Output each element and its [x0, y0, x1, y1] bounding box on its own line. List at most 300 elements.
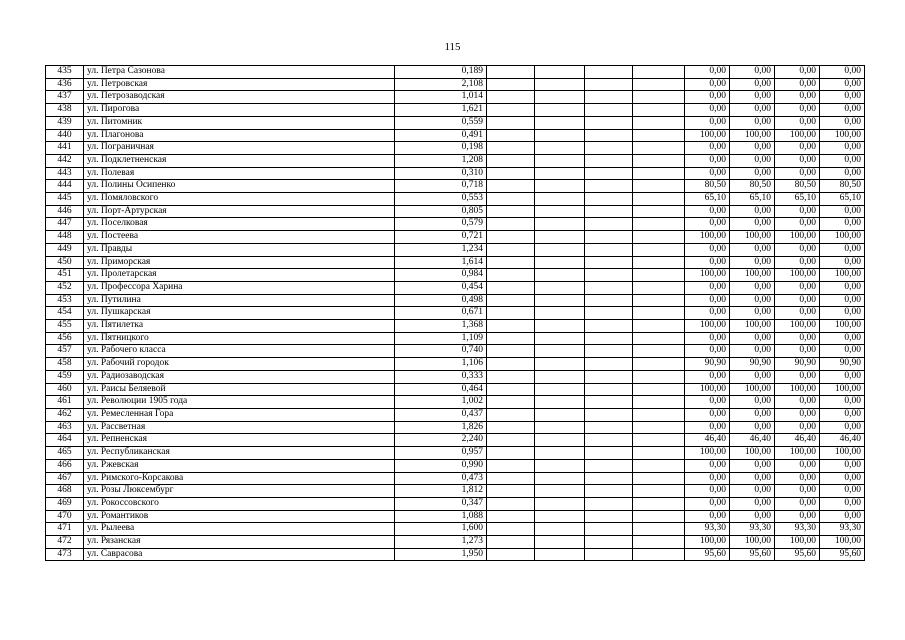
- table-row: [46, 66, 865, 79]
- value-cell: 0,00: [685, 256, 730, 269]
- street-name-cell: ул. Республиканская: [84, 447, 395, 460]
- row-number-cell: 452: [46, 281, 84, 294]
- value-cell: 0,00: [730, 307, 775, 320]
- value-cell: 0,00: [685, 345, 730, 358]
- value-cell: 0,00: [685, 91, 730, 104]
- value-cell: 0,00: [775, 116, 820, 129]
- street-name-cell: ул. Романтиков: [84, 510, 395, 523]
- street-length-cell: 1,088: [395, 510, 487, 523]
- table-row: [46, 294, 865, 307]
- street-length-cell: 0,347: [395, 497, 487, 510]
- value-cell: 93,30: [775, 523, 820, 536]
- street-length-cell: 1,273: [395, 536, 487, 549]
- street-name-cell: ул. Плагонова: [84, 129, 395, 142]
- street-length-cell: 0,740: [395, 345, 487, 358]
- empty-cell: [535, 320, 585, 333]
- empty-cell: [585, 256, 633, 269]
- empty-cell: [487, 485, 535, 498]
- empty-cell: [585, 129, 633, 142]
- empty-cell: [585, 104, 633, 117]
- street-length-cell: 0,559: [395, 116, 487, 129]
- value-cell: 100,00: [820, 320, 865, 333]
- row-number-cell: 459: [46, 370, 84, 383]
- row-number-cell: 467: [46, 472, 84, 485]
- street-length-cell: 0,437: [395, 408, 487, 421]
- street-name-cell: ул. Питомник: [84, 116, 395, 129]
- table-row: [46, 472, 865, 485]
- value-cell: 100,00: [820, 231, 865, 244]
- table-row: [46, 281, 865, 294]
- empty-cell: [585, 536, 633, 549]
- value-cell: 0,00: [820, 167, 865, 180]
- empty-cell: [535, 78, 585, 91]
- row-number-cell: 436: [46, 78, 84, 91]
- empty-cell: [487, 154, 535, 167]
- empty-cell: [535, 294, 585, 307]
- value-cell: 0,00: [775, 91, 820, 104]
- table-row: [46, 78, 865, 91]
- value-cell: 0,00: [730, 497, 775, 510]
- value-cell: 0,00: [685, 66, 730, 79]
- row-number-cell: 442: [46, 154, 84, 167]
- value-cell: 65,10: [685, 193, 730, 206]
- value-cell: 0,00: [775, 294, 820, 307]
- empty-cell: [633, 167, 685, 180]
- empty-cell: [585, 358, 633, 371]
- street-name-cell: ул. Пятницкого: [84, 332, 395, 345]
- value-cell: 100,00: [820, 269, 865, 282]
- street-length-cell: 0,310: [395, 167, 487, 180]
- empty-cell: [585, 269, 633, 282]
- value-cell: 0,00: [775, 485, 820, 498]
- table-row: [46, 523, 865, 536]
- table-row: [46, 497, 865, 510]
- row-number-cell: 473: [46, 548, 84, 561]
- empty-cell: [585, 193, 633, 206]
- value-cell: 100,00: [775, 536, 820, 549]
- table-row: [46, 104, 865, 117]
- table-row: [46, 231, 865, 244]
- value-cell: 0,00: [685, 421, 730, 434]
- value-cell: 0,00: [775, 408, 820, 421]
- empty-cell: [585, 231, 633, 244]
- value-cell: 100,00: [820, 129, 865, 142]
- row-number-cell: 449: [46, 243, 84, 256]
- value-cell: 93,30: [730, 523, 775, 536]
- empty-cell: [487, 536, 535, 549]
- value-cell: 0,00: [820, 396, 865, 409]
- empty-cell: [633, 485, 685, 498]
- value-cell: 0,00: [685, 459, 730, 472]
- value-cell: 100,00: [730, 536, 775, 549]
- empty-cell: [633, 205, 685, 218]
- value-cell: 0,00: [820, 218, 865, 231]
- street-length-cell: 2,240: [395, 434, 487, 447]
- value-cell: 0,00: [820, 472, 865, 485]
- empty-cell: [633, 459, 685, 472]
- street-name-cell: ул. Рязанская: [84, 536, 395, 549]
- empty-cell: [535, 396, 585, 409]
- street-name-cell: ул. Полевая: [84, 167, 395, 180]
- value-cell: 80,50: [685, 180, 730, 193]
- empty-cell: [585, 510, 633, 523]
- street-name-cell: ул. Пограничная: [84, 142, 395, 155]
- value-cell: 0,00: [685, 116, 730, 129]
- empty-cell: [535, 180, 585, 193]
- empty-cell: [585, 116, 633, 129]
- value-cell: 46,40: [775, 434, 820, 447]
- value-cell: 100,00: [685, 231, 730, 244]
- street-length-cell: 1,208: [395, 154, 487, 167]
- row-number-cell: 470: [46, 510, 84, 523]
- value-cell: 0,00: [820, 510, 865, 523]
- value-cell: 100,00: [775, 269, 820, 282]
- empty-cell: [585, 91, 633, 104]
- value-cell: 90,90: [775, 358, 820, 371]
- row-number-cell: 456: [46, 332, 84, 345]
- empty-cell: [585, 383, 633, 396]
- value-cell: 0,00: [730, 510, 775, 523]
- value-cell: 0,00: [820, 332, 865, 345]
- street-name-cell: ул. Розы Люксембург: [84, 485, 395, 498]
- value-cell: 100,00: [775, 129, 820, 142]
- empty-cell: [535, 269, 585, 282]
- empty-cell: [535, 447, 585, 460]
- empty-cell: [633, 370, 685, 383]
- street-length-cell: 1,614: [395, 256, 487, 269]
- row-number-cell: 458: [46, 358, 84, 371]
- value-cell: 95,60: [685, 548, 730, 561]
- empty-cell: [633, 307, 685, 320]
- street-name-cell: ул. Саврасова: [84, 548, 395, 561]
- value-cell: 0,00: [685, 104, 730, 117]
- table-row: [46, 320, 865, 333]
- empty-cell: [487, 523, 535, 536]
- empty-cell: [585, 396, 633, 409]
- empty-cell: [535, 497, 585, 510]
- table-row: [46, 332, 865, 345]
- empty-cell: [535, 205, 585, 218]
- value-cell: 0,00: [730, 243, 775, 256]
- value-cell: 65,10: [775, 193, 820, 206]
- table-row: [46, 91, 865, 104]
- street-name-cell: ул. Правды: [84, 243, 395, 256]
- value-cell: 100,00: [685, 320, 730, 333]
- table-row: [46, 129, 865, 142]
- street-name-cell: ул. Ржевская: [84, 459, 395, 472]
- empty-cell: [633, 180, 685, 193]
- street-name-cell: ул. Помяловского: [84, 193, 395, 206]
- empty-cell: [487, 383, 535, 396]
- value-cell: 0,00: [730, 154, 775, 167]
- street-length-cell: 1,950: [395, 548, 487, 561]
- row-number-cell: 447: [46, 218, 84, 231]
- street-name-cell: ул. Поселковая: [84, 218, 395, 231]
- empty-cell: [585, 332, 633, 345]
- empty-cell: [487, 459, 535, 472]
- empty-cell: [585, 370, 633, 383]
- empty-cell: [535, 281, 585, 294]
- row-number-cell: 445: [46, 193, 84, 206]
- street-name-cell: ул. Рабочего класса: [84, 345, 395, 358]
- table-row: [46, 180, 865, 193]
- empty-cell: [487, 434, 535, 447]
- street-length-cell: 1,106: [395, 358, 487, 371]
- street-length-cell: 1,368: [395, 320, 487, 333]
- empty-cell: [535, 66, 585, 79]
- value-cell: 0,00: [730, 472, 775, 485]
- street-name-cell: ул. Рылеева: [84, 523, 395, 536]
- empty-cell: [487, 370, 535, 383]
- street-name-cell: ул. Пятилетка: [84, 320, 395, 333]
- value-cell: 0,00: [685, 307, 730, 320]
- value-cell: 100,00: [685, 269, 730, 282]
- empty-cell: [633, 358, 685, 371]
- value-cell: 0,00: [730, 167, 775, 180]
- value-cell: 0,00: [820, 154, 865, 167]
- empty-cell: [535, 167, 585, 180]
- value-cell: 0,00: [730, 142, 775, 155]
- value-cell: 0,00: [820, 205, 865, 218]
- empty-cell: [585, 472, 633, 485]
- value-cell: 0,00: [820, 78, 865, 91]
- street-length-cell: 0,805: [395, 205, 487, 218]
- street-name-cell: ул. Путилина: [84, 294, 395, 307]
- empty-cell: [585, 281, 633, 294]
- street-length-cell: 0,579: [395, 218, 487, 231]
- value-cell: 100,00: [685, 383, 730, 396]
- table-row: [46, 485, 865, 498]
- empty-cell: [585, 180, 633, 193]
- empty-cell: [585, 78, 633, 91]
- empty-cell: [487, 218, 535, 231]
- empty-cell: [633, 154, 685, 167]
- value-cell: 0,00: [775, 421, 820, 434]
- empty-cell: [633, 421, 685, 434]
- value-cell: 0,00: [820, 294, 865, 307]
- value-cell: 0,00: [820, 485, 865, 498]
- table-row: [46, 548, 865, 561]
- empty-cell: [633, 345, 685, 358]
- row-number-cell: 469: [46, 497, 84, 510]
- empty-cell: [585, 320, 633, 333]
- street-name-cell: ул. Петра Сазонова: [84, 66, 395, 79]
- empty-cell: [535, 459, 585, 472]
- value-cell: 0,00: [820, 66, 865, 79]
- value-cell: 65,10: [730, 193, 775, 206]
- row-number-cell: 437: [46, 91, 84, 104]
- row-number-cell: 464: [46, 434, 84, 447]
- empty-cell: [585, 345, 633, 358]
- row-number-cell: 441: [46, 142, 84, 155]
- street-name-cell: ул. Римского-Корсакова: [84, 472, 395, 485]
- empty-cell: [633, 536, 685, 549]
- empty-cell: [487, 281, 535, 294]
- empty-cell: [633, 218, 685, 231]
- empty-cell: [535, 142, 585, 155]
- empty-cell: [535, 91, 585, 104]
- value-cell: 0,00: [730, 116, 775, 129]
- value-cell: 0,00: [730, 421, 775, 434]
- value-cell: 100,00: [775, 320, 820, 333]
- empty-cell: [535, 408, 585, 421]
- value-cell: 0,00: [730, 218, 775, 231]
- empty-cell: [585, 548, 633, 561]
- empty-cell: [535, 510, 585, 523]
- empty-cell: [535, 193, 585, 206]
- empty-cell: [535, 231, 585, 244]
- value-cell: 0,00: [775, 332, 820, 345]
- value-cell: 95,60: [775, 548, 820, 561]
- value-cell: 0,00: [685, 243, 730, 256]
- value-cell: 0,00: [820, 497, 865, 510]
- empty-cell: [585, 434, 633, 447]
- empty-cell: [633, 434, 685, 447]
- street-name-cell: ул. Постеева: [84, 231, 395, 244]
- value-cell: 0,00: [685, 408, 730, 421]
- value-cell: 0,00: [685, 142, 730, 155]
- street-name-cell: ул. Порт-Артурская: [84, 205, 395, 218]
- table-row: [46, 193, 865, 206]
- value-cell: 100,00: [730, 269, 775, 282]
- table-row: [46, 459, 865, 472]
- value-cell: 0,00: [730, 294, 775, 307]
- empty-cell: [633, 447, 685, 460]
- empty-cell: [487, 180, 535, 193]
- table-row: [46, 421, 865, 434]
- street-length-cell: 0,333: [395, 370, 487, 383]
- street-length-cell: 0,189: [395, 66, 487, 79]
- table-row: [46, 358, 865, 371]
- value-cell: 90,90: [730, 358, 775, 371]
- empty-cell: [633, 281, 685, 294]
- empty-cell: [487, 167, 535, 180]
- street-name-cell: ул. Полины Осипенко: [84, 180, 395, 193]
- empty-cell: [487, 307, 535, 320]
- value-cell: 0,00: [820, 370, 865, 383]
- empty-cell: [535, 370, 585, 383]
- value-cell: 90,90: [685, 358, 730, 371]
- value-cell: 0,00: [820, 104, 865, 117]
- street-name-cell: ул. Рокоссовского: [84, 497, 395, 510]
- empty-cell: [585, 218, 633, 231]
- street-name-cell: ул. Пирогова: [84, 104, 395, 117]
- table-row: [46, 167, 865, 180]
- table-row: [46, 218, 865, 231]
- value-cell: 100,00: [820, 447, 865, 460]
- value-cell: 0,00: [730, 91, 775, 104]
- empty-cell: [487, 66, 535, 79]
- value-cell: 0,00: [820, 142, 865, 155]
- table-row: [46, 269, 865, 282]
- empty-cell: [535, 523, 585, 536]
- value-cell: 0,00: [775, 167, 820, 180]
- value-cell: 0,00: [685, 510, 730, 523]
- empty-cell: [585, 142, 633, 155]
- value-cell: 100,00: [730, 447, 775, 460]
- empty-cell: [633, 523, 685, 536]
- value-cell: 93,30: [820, 523, 865, 536]
- empty-cell: [487, 129, 535, 142]
- value-cell: 0,00: [685, 167, 730, 180]
- value-cell: 0,00: [730, 459, 775, 472]
- empty-cell: [487, 358, 535, 371]
- street-name-cell: ул. Радиозаводская: [84, 370, 395, 383]
- value-cell: 100,00: [730, 231, 775, 244]
- empty-cell: [633, 269, 685, 282]
- value-cell: 100,00: [685, 536, 730, 549]
- empty-cell: [585, 447, 633, 460]
- empty-cell: [535, 332, 585, 345]
- value-cell: 100,00: [730, 320, 775, 333]
- street-length-cell: 1,621: [395, 104, 487, 117]
- value-cell: 95,60: [820, 548, 865, 561]
- row-number-cell: 453: [46, 294, 84, 307]
- street-length-cell: 0,718: [395, 180, 487, 193]
- empty-cell: [487, 345, 535, 358]
- street-length-cell: 0,984: [395, 269, 487, 282]
- value-cell: 80,50: [775, 180, 820, 193]
- empty-cell: [535, 358, 585, 371]
- street-name-cell: ул. Пролетарская: [84, 269, 395, 282]
- empty-cell: [633, 91, 685, 104]
- table-row: [46, 434, 865, 447]
- value-cell: 100,00: [775, 447, 820, 460]
- table-row: [46, 142, 865, 155]
- table-row: [46, 116, 865, 129]
- empty-cell: [585, 154, 633, 167]
- empty-cell: [633, 548, 685, 561]
- row-number-cell: 444: [46, 180, 84, 193]
- row-number-cell: 455: [46, 320, 84, 333]
- value-cell: 0,00: [685, 485, 730, 498]
- empty-cell: [535, 421, 585, 434]
- empty-cell: [535, 104, 585, 117]
- street-length-cell: 0,957: [395, 447, 487, 460]
- table-row: [46, 396, 865, 409]
- value-cell: 0,00: [820, 281, 865, 294]
- empty-cell: [535, 243, 585, 256]
- table-row: [46, 510, 865, 523]
- empty-cell: [633, 396, 685, 409]
- empty-cell: [633, 472, 685, 485]
- street-name-cell: ул. Ремесленная Гора: [84, 408, 395, 421]
- empty-cell: [487, 78, 535, 91]
- table-row: [46, 447, 865, 460]
- value-cell: 0,00: [685, 370, 730, 383]
- empty-cell: [633, 231, 685, 244]
- empty-cell: [585, 485, 633, 498]
- value-cell: 0,00: [730, 66, 775, 79]
- row-number-cell: 466: [46, 459, 84, 472]
- table-body: [46, 66, 865, 561]
- street-name-cell: ул. Профессора Харина: [84, 281, 395, 294]
- value-cell: 93,30: [685, 523, 730, 536]
- table-row: [46, 154, 865, 167]
- street-length-cell: 1,600: [395, 523, 487, 536]
- value-cell: 0,00: [730, 104, 775, 117]
- empty-cell: [633, 142, 685, 155]
- empty-cell: [633, 510, 685, 523]
- empty-cell: [487, 243, 535, 256]
- street-length-cell: 0,464: [395, 383, 487, 396]
- page-number: 115: [444, 41, 461, 53]
- value-cell: 0,00: [820, 408, 865, 421]
- empty-cell: [585, 459, 633, 472]
- row-number-cell: 472: [46, 536, 84, 549]
- empty-cell: [535, 434, 585, 447]
- empty-cell: [487, 396, 535, 409]
